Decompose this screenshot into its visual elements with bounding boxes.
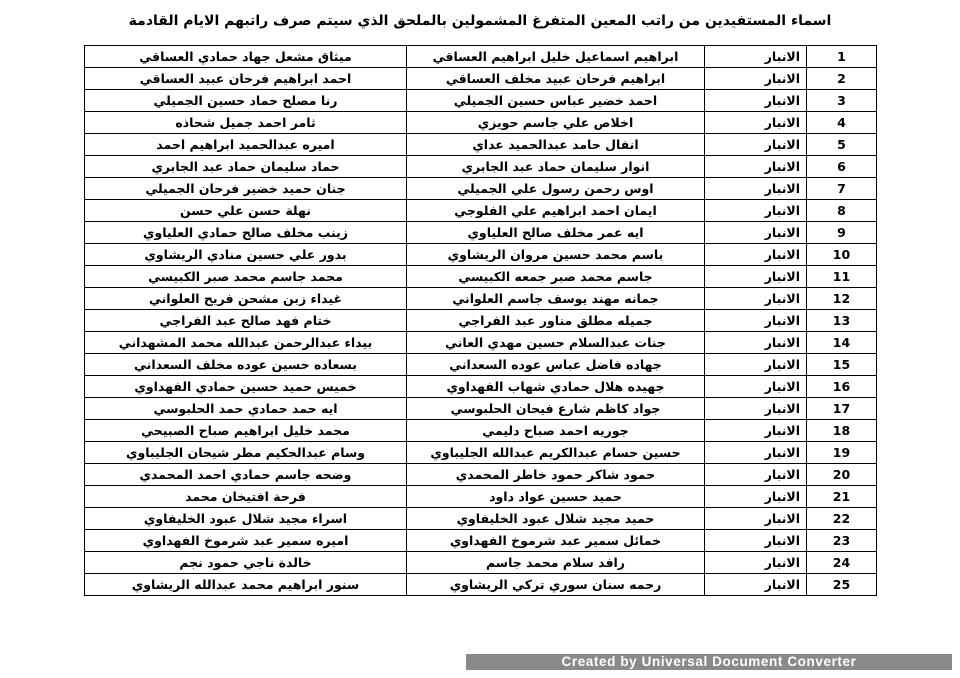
beneficiary-name-cell: اوس رحمن رسول علي الجميلي	[407, 178, 705, 200]
extra-name-cell: نهلة حسن علي حسن	[85, 200, 407, 222]
row-number-cell: 15	[807, 354, 877, 376]
governorate-cell: الانبار	[705, 134, 807, 156]
table-row	[85, 574, 877, 596]
governorate-cell: الانبار	[705, 156, 807, 178]
beneficiary-name-cell: خمائل سمير عبد شرموخ الفهداوي	[407, 530, 705, 552]
beneficiary-name-cell: ايمان احمد ابراهيم علي الفلوجي	[407, 200, 705, 222]
beneficiary-name-cell: رحمه سنان سوري تركي الريشاوي	[407, 574, 705, 596]
row-number-cell: 2	[807, 68, 877, 90]
beneficiary-name-cell: حميد حسين عواد داود	[407, 486, 705, 508]
row-number-cell: 24	[807, 552, 877, 574]
extra-name-cell: خميس حميد حسين حمادي الفهداوي	[85, 376, 407, 398]
extra-name-cell: ختام فهد صالح عبد الفراجي	[85, 310, 407, 332]
table-row	[85, 552, 877, 574]
governorate-cell: الانبار	[705, 464, 807, 486]
row-number-cell: 5	[807, 134, 877, 156]
row-number-cell: 10	[807, 244, 877, 266]
row-number-cell: 11	[807, 266, 877, 288]
governorate-cell: الانبار	[705, 68, 807, 90]
beneficiary-name-cell: جوريه احمد صباح دليمي	[407, 420, 705, 442]
extra-name-cell: فرحة افتيخان محمد	[85, 486, 407, 508]
governorate-cell: الانبار	[705, 222, 807, 244]
extra-name-cell: ميثاق مشعل جهاد حمادي العساقي	[85, 46, 407, 68]
beneficiary-name-cell: انفال حامد عبدالحميد عداي	[407, 134, 705, 156]
extra-name-cell: جنان حميد خضير فرحان الجميلي	[85, 178, 407, 200]
governorate-cell: الانبار	[705, 244, 807, 266]
governorate-cell: الانبار	[705, 354, 807, 376]
row-number-cell: 14	[807, 332, 877, 354]
beneficiary-name-cell: جواد كاظم شارع فيحان الحلبوسي	[407, 398, 705, 420]
beneficiary-name-cell: ابراهيم اسماعيل خليل ابراهيم العساقي	[407, 46, 705, 68]
row-number-cell: 6	[807, 156, 877, 178]
table-row	[85, 134, 877, 156]
extra-name-cell: سنور ابراهيم محمد عبدالله الريشاوي	[85, 574, 407, 596]
governorate-cell: الانبار	[705, 420, 807, 442]
row-number-cell: 3	[807, 90, 877, 112]
table-row	[85, 266, 877, 288]
extra-name-cell: وسام عبدالحكيم مطر شيحان الجليباوي	[85, 442, 407, 464]
governorate-cell: الانبار	[705, 288, 807, 310]
table-row	[85, 376, 877, 398]
governorate-cell: الانبار	[705, 310, 807, 332]
table-row	[85, 244, 877, 266]
governorate-cell: الانبار	[705, 178, 807, 200]
row-number-cell: 12	[807, 288, 877, 310]
extra-name-cell: محمد خليل ابراهيم صباح الصبيحي	[85, 420, 407, 442]
row-number-cell: 18	[807, 420, 877, 442]
extra-name-cell: محمد جاسم محمد صبر الكبيسي	[85, 266, 407, 288]
extra-name-cell: وضحه جاسم حمادي احمد المحمدي	[85, 464, 407, 486]
beneficiary-name-cell: حميد مجيد شلال عبود الخليفاوي	[407, 508, 705, 530]
row-number-cell: 8	[807, 200, 877, 222]
table-body	[85, 46, 877, 596]
beneficiary-name-cell: رافد سلام محمد جاسم	[407, 552, 705, 574]
beneficiary-name-cell: حسين حسام عبدالكريم عبدالله الجليباوي	[407, 442, 705, 464]
governorate-cell: الانبار	[705, 530, 807, 552]
table-row	[85, 442, 877, 464]
row-number-cell: 16	[807, 376, 877, 398]
row-number-cell: 19	[807, 442, 877, 464]
governorate-cell: الانبار	[705, 442, 807, 464]
beneficiary-name-cell: انوار سليمان حماد عبد الجابري	[407, 156, 705, 178]
governorate-cell: الانبار	[705, 266, 807, 288]
row-number-cell: 4	[807, 112, 877, 134]
table-row	[85, 420, 877, 442]
table-row	[85, 354, 877, 376]
extra-name-cell: خالدة ناجي حمود نجم	[85, 552, 407, 574]
beneficiary-name-cell: اخلاص علي جاسم حويزي	[407, 112, 705, 134]
row-number-cell: 21	[807, 486, 877, 508]
beneficiary-name-cell: جاسم محمد صبر جمعه الكبيسي	[407, 266, 705, 288]
extra-name-cell: غيداء زبن مشحن فريح العلواني	[85, 288, 407, 310]
extra-name-cell: بيداء عبدالرحمن عبدالله محمد المشهداني	[85, 332, 407, 354]
table-row	[85, 112, 877, 134]
governorate-cell: الانبار	[705, 486, 807, 508]
table-row	[85, 486, 877, 508]
beneficiary-name-cell: ايه عمر مخلف صالح العلياوي	[407, 222, 705, 244]
table-row	[85, 90, 877, 112]
extra-name-cell: اميره عبدالحميد ابراهيم احمد	[85, 134, 407, 156]
governorate-cell: الانبار	[705, 574, 807, 596]
extra-name-cell: احمد ابراهيم فرحان عبيد العساقي	[85, 68, 407, 90]
table-row	[85, 68, 877, 90]
extra-name-cell: اميره سمير عبد شرموخ الفهداوي	[85, 530, 407, 552]
row-number-cell: 23	[807, 530, 877, 552]
converter-watermark: Created by Universal Document Converter	[466, 654, 952, 670]
row-number-cell: 17	[807, 398, 877, 420]
extra-name-cell: بسعاده حسين عوده مخلف السعداني	[85, 354, 407, 376]
table-row	[85, 398, 877, 420]
beneficiary-name-cell: جميله مطلق مناور عبد الفراجي	[407, 310, 705, 332]
table-row	[85, 156, 877, 178]
beneficiary-name-cell: باسم محمد حسين مروان الريشاوي	[407, 244, 705, 266]
beneficiary-name-cell: ابراهيم فرحان عبيد مخلف العساقي	[407, 68, 705, 90]
table-row	[85, 508, 877, 530]
governorate-cell: الانبار	[705, 552, 807, 574]
governorate-cell: الانبار	[705, 112, 807, 134]
extra-name-cell: بدور علي حسين منادي الريشاوي	[85, 244, 407, 266]
row-number-cell: 20	[807, 464, 877, 486]
row-number-cell: 7	[807, 178, 877, 200]
table-row	[85, 178, 877, 200]
table-row	[85, 464, 877, 486]
beneficiary-name-cell: احمد خضير عباس حسين الجميلي	[407, 90, 705, 112]
governorate-cell: الانبار	[705, 398, 807, 420]
table-row	[85, 200, 877, 222]
governorate-cell: الانبار	[705, 90, 807, 112]
document-title: اسماء المستفيدين من راتب المعين المتفرغ المشمولين بالملحق الذي سيتم صرف راتبهم الايام القادمة	[128, 13, 832, 29]
extra-name-cell: ايه حمد حمادي حمد الحلبوسي	[85, 398, 407, 420]
row-number-cell: 9	[807, 222, 877, 244]
extra-name-cell: رنا مصلح حماد حسين الجميلي	[85, 90, 407, 112]
row-number-cell: 1	[807, 46, 877, 68]
extra-name-cell: زينب مخلف صالح حمادي العلياوي	[85, 222, 407, 244]
row-number-cell: 25	[807, 574, 877, 596]
beneficiary-name-cell: حمود شاكر حمود خاطر المحمدي	[407, 464, 705, 486]
row-number-cell: 13	[807, 310, 877, 332]
table-row	[85, 46, 877, 68]
beneficiary-name-cell: جهيده هلال حمادي شهاب الفهداوي	[407, 376, 705, 398]
extra-name-cell: اسراء مجيد شلال عبود الخليفاوي	[85, 508, 407, 530]
extra-name-cell: ثامر احمد جميل شحاذه	[85, 112, 407, 134]
beneficiaries-table	[84, 45, 877, 596]
table-row	[85, 222, 877, 244]
extra-name-cell: حماد سليمان حماد عبد الجابري	[85, 156, 407, 178]
governorate-cell: الانبار	[705, 376, 807, 398]
table-row	[85, 288, 877, 310]
beneficiary-name-cell: جنات عبدالسلام حسين مهدي العاني	[407, 332, 705, 354]
governorate-cell: الانبار	[705, 332, 807, 354]
row-number-cell: 22	[807, 508, 877, 530]
table-row	[85, 332, 877, 354]
beneficiary-name-cell: جمانه مهند يوسف جاسم العلواني	[407, 288, 705, 310]
table-row	[85, 530, 877, 552]
table-row	[85, 310, 877, 332]
governorate-cell: الانبار	[705, 200, 807, 222]
governorate-cell: الانبار	[705, 508, 807, 530]
governorate-cell: الانبار	[705, 46, 807, 68]
beneficiary-name-cell: جهاده فاضل عباس عوده السعداني	[407, 354, 705, 376]
